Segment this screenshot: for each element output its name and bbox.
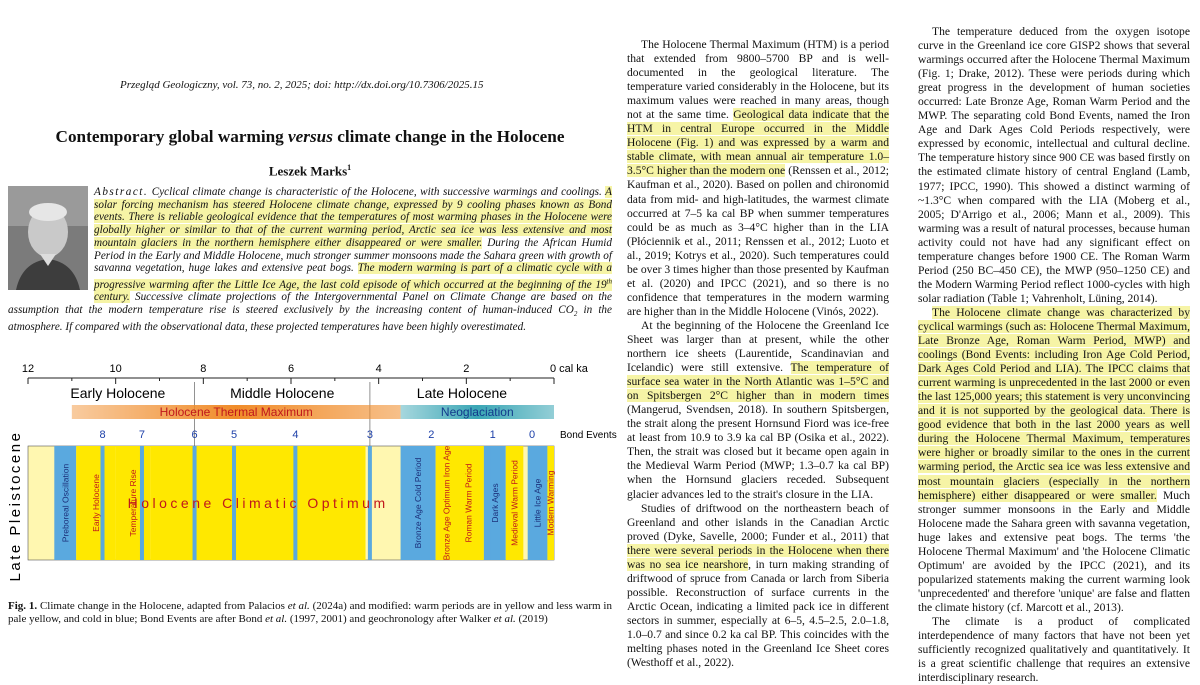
bond-event-number: 7 <box>138 429 146 441</box>
period-label: Late Holocene <box>416 385 508 401</box>
period-label: Middle Holocene <box>230 385 335 401</box>
paragraph: The Holocene climate change was characterized by cyclical warmings (such as: Holocene Thermal Maximum, Late Bronze Age, Roman Warm Period, MWP) and coolings (Bond Events: including Iron Age Cold Period, Dark Ages Cold Period and LIA). The IPCC claims that current warming is unprecedented in the last 2000 or even the last 125,000 years; this statement is very unconvincing and it is not supported by the geological data. There is good evidence that both in the last 2000 years as well during the Holocene Thermal Maximum, temperatures were higher or broadly similar to the ones in the current warming period, the Arctic sea ice was less extensive and most mountain glaciers (especially in the northern hemisphere) either disappeared or were smaller. Much stronger summer monsoons in the Early and Middle Holocene made the Sahara green with savanna vegetation, huge lakes and extensive peat bogs. The terms 'the Holocene Thermal Maximum' and 'the Holocene Climatic Optimum' are avoided by the IPCC (2021), and its popularized statements making the current warming look 'unprecedented' and therefore 'unique' are false and flatten the climate history (cf. Marcott et al., 2013). <box>918 305 1190 614</box>
x-tick-label: 4 <box>375 363 382 375</box>
author-name: Leszek Marks$^1$ <box>268 163 352 179</box>
episode-label: Holocene Climatic Optimum <box>127 495 389 511</box>
episode-label: Modern Warming <box>545 470 556 536</box>
abstract: Abstract. Cyclical climate change is characteristic of the Holocene, with successive warmings and coolings. A solar forcing mechanism has steered Holocene climate change, expressed by 9 cooling phases known as Bond events. There is reliable geological evidence that the temperatures of most warming phases in the Holocene were globally higher or similar to that of the current warming period, Arctic sea ice was less extensive and most mountain glaciers in the northern hemisphere either disappeared or were smaller. During the African Humid Period in the Early and Middle Holocene, much stronger summer monsoons made the Sahara green with growth of savanna vegetation, huge lakes and extensive peat bogs. The modern warming is part of a climatic cycle with a progressive warming after the Little Ice Age, the last cold episode of which occurred at the beginning of the 19th century. Successive climate projections of the Intergovernmental Panel on Climate Change are based on the assumption that the modern temperature rise is steered exclusively by the increasing content of human-induced $CO_2$ in the atmosphere. If compared with the observational data, these projected temperatures have been highly overestimated. <box>8 186 612 333</box>
episode-label: Medieval Warm Period <box>509 460 520 546</box>
text-column-2 <box>627 38 889 670</box>
bond-events-label: Bond Events <box>560 430 617 441</box>
paragraph: The temperature deduced from the oxygen isotope curve in the Greenland ice core GISP2 shows that several warmings occurred after the Holocene Thermal Maximum (Fig. 1; Drake, 2012). These were periods during which great progress in the development of human societies occurred: Late Bronze Age, Roman Warm Period and the MWP. The separating cold Bond Events, named the Iron Age and Dark Ages Cold Periods respectively, were expressed by economic, intellectual and cultural decline. The temperature history since 900 CE was based firstly on the estimated climate history of central England (Lamb, 1977; IPCC, 1990). This showed a distinct warming of ~1.3°C when compared with the LIA (Moberg et al., 2005; D'Arrigo et al., 2006; Mann et al., 2009). This warming was a result of natural processes, because human activity could not have had any significant effect on temperature changes before 1900 CE. The Roman Warm Period (250 BC–450 CE), the MWP (950–1250 CE) and the Modern Warming Period reflect 1000-cycles with high solar radiation (Table 1; Vahrenholt, Lüning, 2014). <box>918 25 1190 305</box>
episode-label: Bronze Age Cold Period <box>413 457 424 549</box>
holocene-timeline-chart <box>6 360 617 582</box>
trend-bar-label: Holocene Thermal Maximum <box>159 405 313 419</box>
episode-label: Dark Ages <box>489 483 500 523</box>
bond-event-number: 6 <box>191 429 198 441</box>
episode-label: Roman Warm Period <box>463 463 474 543</box>
episode-label: Temperature Rise <box>128 469 139 537</box>
paragraph: Studies of driftwood on the northeastern beach of Greenland and other islands in the Canadian Arctic proved (Dyke, Savelle, 2000; Funder et al., 2011) that there were several periods in the Holocene when there was no sea ice nearshore, in turn making stranding of driftwood of spruce from Canada or larch from Siberia possible. Reconstruction of surface currents in the Arctic Ocean, indicating a limited pack ice in different sectors in summer, especially at 6–5, 4.5–2.5, 2.0–1.8, 1.0–0.7 and since 0.2 ka cal BP. This coincides with the melting phases noted in the Greenland Ice Sheet cores (Westhoff et al., 2022). <box>627 501 889 670</box>
x-tick-label: 12 <box>21 363 35 375</box>
bond-event-number: 0 <box>529 429 536 441</box>
bond-event-number: 8 <box>99 429 106 441</box>
bond-event-number: 1 <box>489 429 496 441</box>
x-tick-label: 6 <box>287 363 295 375</box>
bond-event-band <box>101 446 105 560</box>
paragraph: The Holocene Thermal Maximum (HTM) is a period that extended from 9800–5700 BP and is well-documented in the geological literature. The temperature varied considerably in the Holocene, but its maximum values were reached in many areas, though not at the same time. Geological data indicate that the HTM in central Europe occurred in the Middle Holocene (Fig. 1) and was expressed by a warm and stable climate, with mean annual air temperature 1.0–3.5°C higher than the modern one (Renssen et al., 2012; Kaufman et al., 2020). Based on pollen and chironomid data from mid- and high-latitudes, the warmest climate occurred at 7–5 ka cal BP when summer temperatures could be as much as 3–4°C higher than in the LIA (Płóciennik et al., 2011; Renssen et al., 2012; Luoto et al., 2019; Kotrys et al., 2020). Such temperatures could be over 3 times higher than those presented by Kaufman et al. (2020) and IPCC (2021), and so there is no confidence that temperatures in the modern warming are higher than in the Middle Holocene (Vinós, 2022). <box>627 38 890 318</box>
bond-event-number: 2 <box>428 429 435 441</box>
text-column-3 <box>918 25 1190 685</box>
paragraph: At the beginning of the Holocene the Greenland Ice Sheet was larger than at present, while the other northern ice sheets (Laurentide, Scandinavian and Icelandic) were still extensive. The temperature of surface sea water in the North Atlantic was 1–5°C and on Spitsbergen 2°C higher than in modern times (Mangerud, Svendsen, 2018). In southern Spitsbergen, the strait along the present Hornsund Fiord was ice-free at least from 10.9 to 3.9 ka cal BP (Osika et al., 2022). Then, the strait was closed but it became open again in the Medieval Warm Period (MWP; 1.3–0.7 ka cal BP) when the Hornsund glaciers receded. Subsequent glacier advances led to the strait's closure in the LIA. <box>627 318 889 501</box>
x-tick-label: 0 cal ka <box>550 363 588 375</box>
figure-1 <box>6 360 617 582</box>
episode-label: Bronze Age Optimum Iron Age <box>441 445 452 561</box>
period-label: Early Holocene <box>70 385 166 401</box>
y-axis-label: Late Pleistocene <box>7 430 24 582</box>
episode-label: Early Holocene <box>90 474 101 532</box>
x-tick-label: 10 <box>109 363 122 375</box>
bond-event-number: 3 <box>366 429 373 441</box>
paper-title: Contemporary global warming versus climate change in the Holocene <box>55 127 565 146</box>
journal-header: Przegląd Geologiczny, vol. 73, no. 2, 2025; doi: http://dx.doi.org/10.7306/2025.15 <box>120 79 484 91</box>
trend-bar-label: Neoglaciation <box>440 405 514 419</box>
bond-event-band <box>429 446 433 560</box>
bond-event-number: 4 <box>292 429 299 441</box>
bond-event-number: 5 <box>230 429 238 441</box>
episode-label: Preboreal Oscillation <box>60 463 71 543</box>
paragraph: The climate is a product of complicated interdependence of many factors that have not been yet sufficiently recognized qualitatively and quantitatively. It is a great scientific challenge that requires an extensive interdisciplinary research. <box>918 614 1190 685</box>
figure-caption: Fig. 1. Climate change in the Holocene, adapted from Palacios et al. (2024a) and modified: warm periods are in yellow and less warm in pale yellow, and cold in blue; Bond Events are after Bond et al. (1997, 2001) and geochronology after Walker et al. (2019) <box>8 600 612 625</box>
x-tick-label: 8 <box>200 363 207 375</box>
x-tick-label: 2 <box>463 363 470 375</box>
episode-label: Little Ice Age <box>532 478 543 528</box>
